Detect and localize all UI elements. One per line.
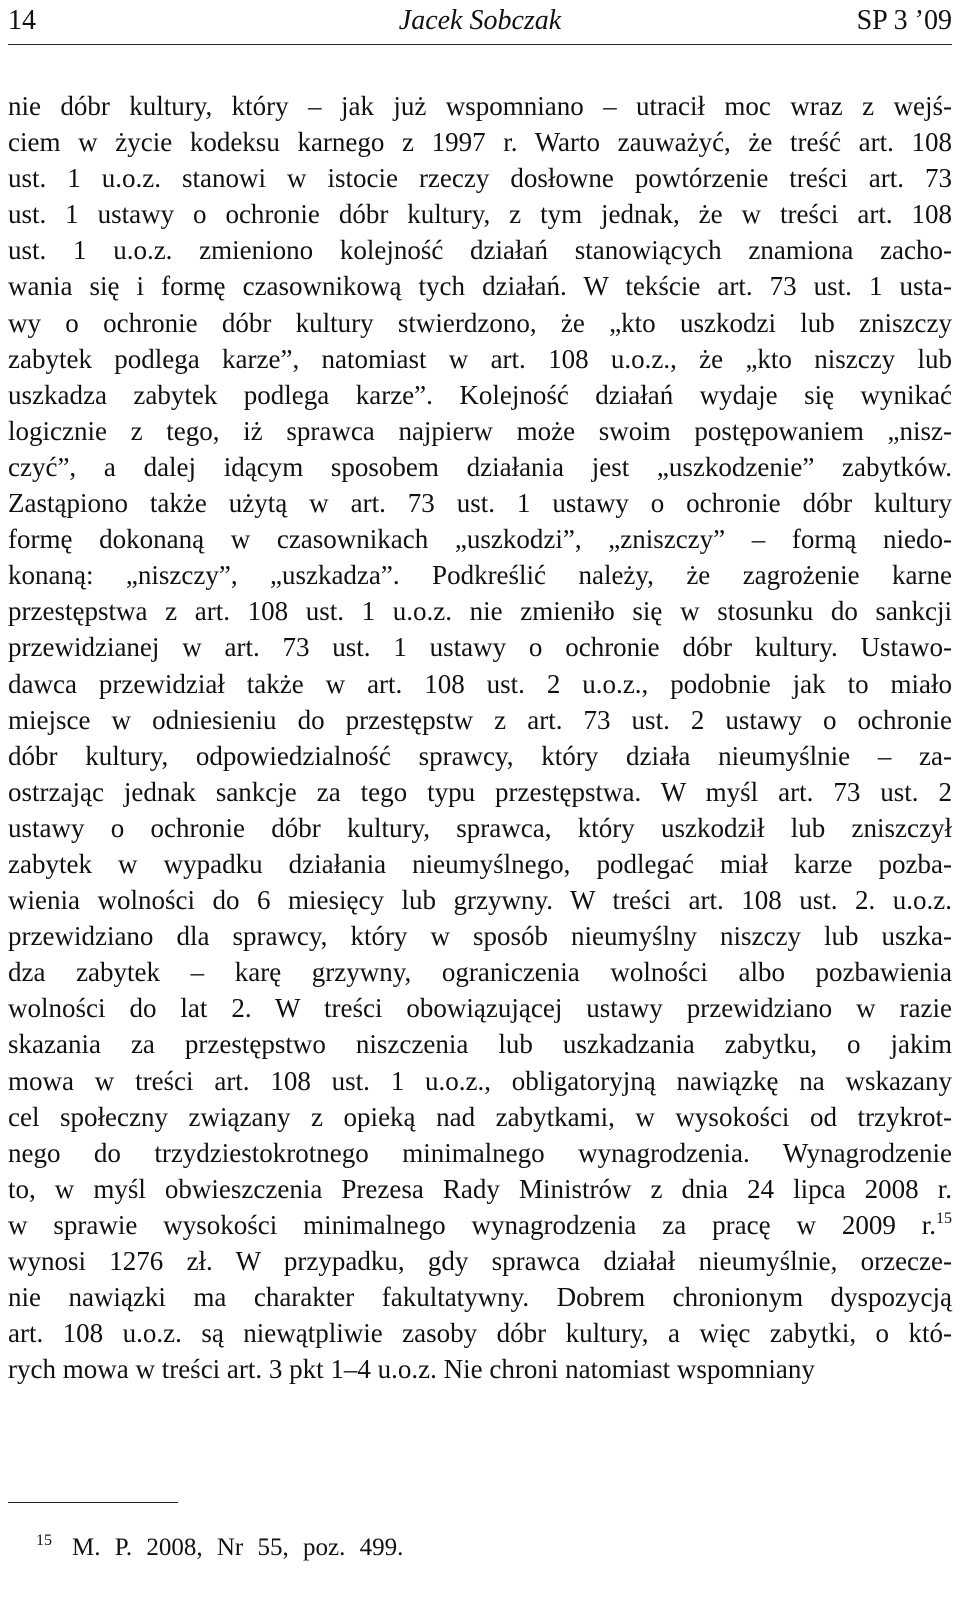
text-line: cel społeczny związany z opieką nad zabytkami, w wysokości od trzykrot- [8,1101,952,1132]
text-line: ciem w życie kodeksu karnego z 1997 r. Warto zauważyć, że treść art. 108 [8,127,952,158]
text-line: miejsce w odniesieniu do przestępstw z art. 73 ust. 2 ustawy o ochronie [8,704,952,735]
header-divider [8,44,952,45]
text-line: ustawy o ochronie dóbr kultury, sprawca, który uszkodził lub zniszczył [8,812,952,843]
text-line: dawca przewidział także w art. 108 ust. 2 u.o.z., podobnie jak to miało [8,668,952,699]
text-line: czyć”, a dalej idącym sposobem działania jest „uszkodzenie” zabytków. [8,451,952,482]
text-line: nie dóbr kultury, który – jak już wspomniano – utracił moc wraz z wejś- [8,91,952,121]
text-line: nego do trzydziestokrotnego minimalnego wynagrodzenia. Wynagrodzenie [8,1137,952,1168]
footnote-divider [8,1502,178,1503]
text-line: ostrzając jednak sankcje za tego typu przestępstwa. W myśl art. 73 ust. 2 [8,776,952,807]
text-line: rych mowa w treści art. 3 pkt 1–4 u.o.z. Nie chroni natomiast wspomniany [8,1354,815,1385]
text-line: ust. 1 u.o.z. stanowi w istocie rzeczy dosłowne powtórzenie treści art. 73 [8,163,952,194]
text-line: wania się i formę czasownikową tych działań. W tekście art. 73 ust. 1 usta- [8,271,952,302]
running-header [8,0,952,42]
text-line: konaną: „niszczy”, „uszkadza”. Podkreślić należy, że zagrożenie karne [8,560,952,591]
text-line: wy o ochronie dóbr kultury stwierdzono, że „kto uszkodzi lub zniszczy [8,307,952,338]
text-line: przewidziano dla sprawcy, który w sposób nieumyślny niszczy lub uszka- [8,921,952,952]
text-line: logicznie z tego, iż sprawca najpierw może swoim postępowaniem „nisz- [8,415,952,446]
text-line: przewidzianej w art. 73 ust. 1 ustawy o ochronie dóbr kultury. Ustawo- [8,632,952,663]
author-name: Jacek Sobczak [398,5,562,36]
footnote-reference[interactable]: 15 [936,1209,952,1227]
text-line: nie nawiązki ma charakter fakultatywny. Dobrem chronionym dyspozycją [8,1282,952,1313]
body-text [8,88,952,1387]
footnote [8,1528,952,1571]
text-line: zabytek w wypadku działania nieumyślnego, podlegać miał karze pozba- [8,848,952,879]
text-line: przestępstwa z art. 108 ust. 1 u.o.z. nie zmieniło się w stosunku do sankcji [8,596,952,627]
text-line: mowa w treści art. 108 ust. 1 u.o.z., obligatoryjną nawiązkę na wskazany [8,1065,952,1096]
page-number: 14 [8,5,36,36]
text-line: skazania za przestępstwo niszczenia lub uszkadzania zabytku, o jakim [8,1029,952,1060]
text-line-with-footnote [8,1207,952,1243]
text-line: dóbr kultury, odpowiedzialność sprawcy, który działa nieumyślnie – za- [8,740,952,771]
text-line: art. 108 u.o.z. są niewątpliwie zasoby dóbr kultury, a więc zabytki, o któ- [8,1318,952,1349]
text-line: ust. 1 ustawy o ochronie dóbr kultury, z tym jednak, że w treści art. 108 [8,199,952,230]
text-line: Zastąpiono także użytą w art. 73 ust. 1 ustawy o ochronie dóbr kultury [8,488,952,519]
text-line: wolności do lat 2. W treści obowiązującej ustawy przewidziano w razie [8,993,952,1024]
text-line: to, w myśl obwieszczenia Prezesa Rady Ministrów z dnia 24 lipca 2008 r. [8,1173,952,1204]
text-line: ust. 1 u.o.z. zmieniono kolejność działań stanowiących znamiona zacho- [8,235,952,266]
text-line: wienia wolności do 6 miesięcy lub grzywny. W treści art. 108 ust. 2. u.o.z. [8,885,952,916]
text-line: zabytek podlega karze”, natomiast w art. 108 u.o.z., że „kto niszczy lub [8,343,952,374]
text-line: w sprawie wysokości minimalnego wynagrodzenia za pracę w 2009 r. [8,1209,936,1240]
text-line: dza zabytek – karę grzywny, ograniczenia wolności albo pozbawienia [8,957,952,988]
text-line: uszkadza zabytek podlega karze”. Kolejność działań wydaje się wynikać [8,379,952,410]
text-line: formę dokonaną w czasownikach „uszkodzi”, „zniszczy” – formą niedo- [8,524,952,555]
footnote-text: M. P. 2008, Nr 55, poz. 499. [72,1534,404,1561]
text-line: wynosi 1276 zł. W przypadku, gdy sprawca działał nieumyślnie, orzecze- [8,1246,952,1276]
journal-issue: SP 3 ’09 [856,5,952,36]
footnote-number: 15 [36,1532,52,1549]
